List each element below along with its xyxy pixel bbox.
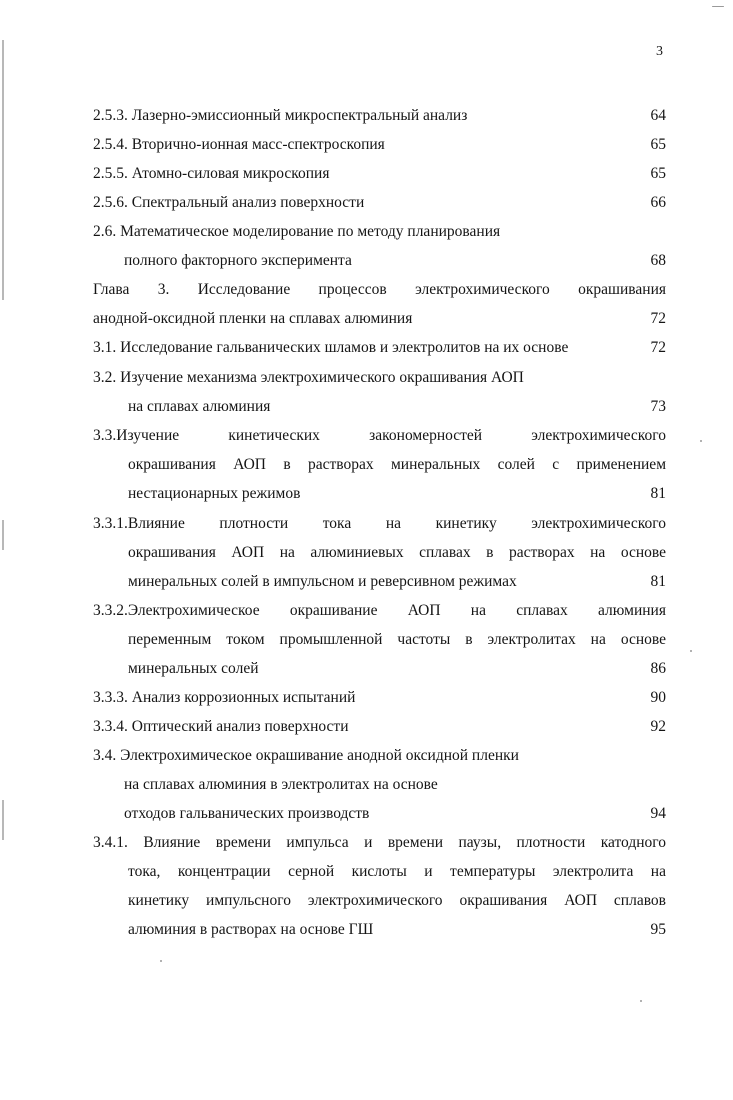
toc-page-number: 81 bbox=[650, 485, 666, 502]
scan-margin-mark bbox=[2, 800, 4, 840]
scan-speck bbox=[640, 1000, 642, 1002]
toc-page-number: 92 bbox=[650, 718, 666, 735]
toc-page-number: 95 bbox=[650, 921, 666, 938]
toc-page-number: 64 bbox=[650, 107, 666, 124]
toc-page-number: 86 bbox=[650, 660, 666, 677]
toc-entry-title: 2.5.3. Лазерно-эмиссионный микроспектральный анализ bbox=[93, 107, 468, 124]
scan-speck bbox=[160, 960, 162, 962]
toc-entry-title-line: 3.3.2.Электрохимическое окрашивание АОП на сплавах алюминия bbox=[93, 602, 666, 619]
scan-speck bbox=[690, 650, 692, 652]
scan-speck bbox=[700, 440, 702, 442]
toc-entry-title-line: 3.2. Изучение механизма электрохимического окрашивания АОП bbox=[93, 369, 524, 386]
toc-entry-title-line: минеральных солей bbox=[128, 660, 259, 677]
toc-page-number: 81 bbox=[650, 573, 666, 590]
toc-entry-title-line: нестационарных режимов bbox=[128, 485, 301, 502]
toc-entry-title: 2.5.4. Вторично-ионная масс-спектроскопия bbox=[93, 136, 385, 153]
toc-entry-title-line: 3.3.1.Влияние плотности тока на кинетику электрохимического bbox=[93, 515, 666, 532]
toc-entry-title-line: на сплавах алюминия в электролитах на основе bbox=[124, 776, 438, 793]
scan-speck bbox=[712, 6, 724, 7]
toc-entry-title-line: 3.3.Изучение кинетических закономерностей электрохимического bbox=[93, 427, 666, 444]
toc-entry-title-line: алюминия в растворах на основе ГШ bbox=[128, 921, 374, 938]
toc-entry-title-line: отходов гальванических производств bbox=[124, 805, 370, 822]
toc-entry-title-line: 3.4.1. Влияние времени импульса и времени паузы, плотности катодного bbox=[93, 834, 666, 851]
toc-entry-title-line: тока, концентрации серной кислоты и температуры электролита на bbox=[128, 863, 666, 880]
toc-page-number: 72 bbox=[650, 310, 666, 327]
toc-page-number: 73 bbox=[650, 398, 666, 415]
toc-entry-title-line: переменным током промышленной частоты в электролитах на основе bbox=[128, 631, 666, 648]
scan-margin-mark bbox=[2, 40, 4, 300]
scan-margin-mark bbox=[2, 520, 4, 550]
toc-entry-title-line: 2.6. Математическое моделирование по методу планирования bbox=[93, 223, 501, 240]
toc-entry-title: 3.1. Исследование гальванических шламов и электролитов на их основе bbox=[93, 339, 569, 356]
toc-entry-title-line: окрашивания АОП на алюминиевых сплавах в растворах на основе bbox=[128, 544, 666, 561]
toc-entry-title-line: на сплавах алюминия bbox=[128, 398, 271, 415]
toc-entry-title-line: кинетику импульсного электрохимического окрашивания АОП сплавов bbox=[128, 892, 666, 909]
toc-entry-title-line: Глава 3. Исследование процессов электрохимического окрашивания bbox=[93, 281, 666, 298]
toc-page-number: 90 bbox=[650, 689, 666, 706]
toc-page-number: 66 bbox=[650, 194, 666, 211]
toc-page-number: 65 bbox=[650, 136, 666, 153]
toc-entry-title-line: анодной-оксидной пленки на сплавах алюминия bbox=[93, 310, 413, 327]
toc-entry-title-line: 3.4. Электрохимическое окрашивание анодной оксидной пленки bbox=[93, 747, 519, 764]
toc-entry-title: 3.3.4. Оптический анализ поверхности bbox=[93, 718, 349, 735]
toc-entry-title-line: минеральных солей в импульсном и реверсивном режимах bbox=[128, 573, 517, 590]
toc-page-number: 94 bbox=[650, 805, 666, 822]
toc-entry-title: 2.5.5. Атомно-силовая микроскопия bbox=[93, 165, 330, 182]
toc-entry-title-line: окрашивания АОП в растворах минеральных солей с применением bbox=[128, 456, 666, 473]
toc-page-number: 72 bbox=[650, 339, 666, 356]
toc-entry-title: 3.3.3. Анализ коррозионных испытаний bbox=[93, 689, 356, 706]
page-number: 3 bbox=[656, 44, 663, 59]
toc-entry-title: 2.5.6. Спектральный анализ поверхности bbox=[93, 194, 365, 211]
toc-entry-title-line: полного факторного эксперимента bbox=[124, 252, 352, 269]
toc-page-number: 65 bbox=[650, 165, 666, 182]
toc-page-number: 68 bbox=[650, 252, 666, 269]
